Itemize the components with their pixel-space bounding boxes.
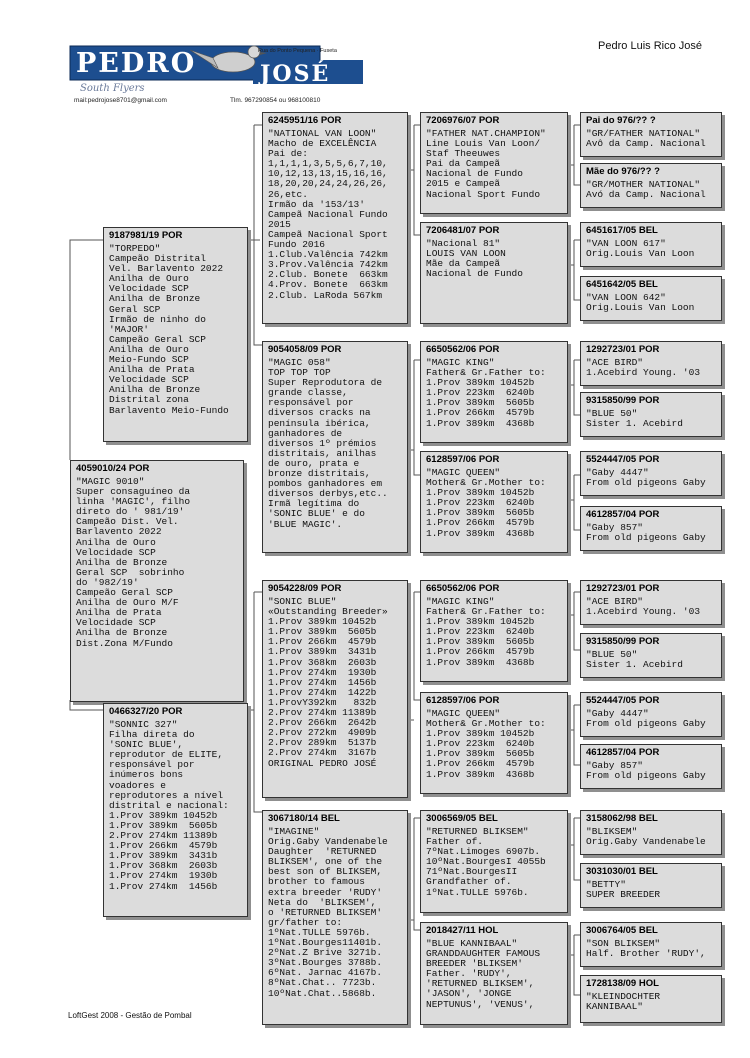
- bird-description: "GR/FATHER NATIONAL" Avô da Camp. Nacional: [586, 128, 706, 150]
- ancestor-card: [580, 744, 722, 789]
- svg-text:Tlm. 967290854 ou 968100810: Tlm. 967290854 ou 968100810: [230, 97, 321, 104]
- bird-description: "BETTY" SUPER BREEDER: [586, 879, 661, 901]
- ancestor-card: [580, 276, 722, 321]
- ring-number: 7206481/07 POR: [426, 225, 500, 236]
- great-grandparent-card: [420, 451, 568, 553]
- ancestor-card: [580, 112, 722, 157]
- ring-number: 5524447/05 POR: [586, 454, 660, 465]
- ring-number: 6451617/05 BEL: [586, 225, 658, 236]
- ring-number: 6128597/06 POR: [426, 695, 500, 706]
- bird-description: "SONNIC 327" Filha direta do 'SONIC BLUE', reprodutor de ELITE, responsável por inúmeros bons voadores e reprodutores a nível distrital e nacional: 1.Prov 389km 10452b 1.Prov 389km 5605b 2.Prov 274km 11389b 1.Prov 266km 4579b 1.Prov 389km 3431b 1.Prov 368km 2603b 1.Prov 274km 1930b 1.Prov 274km 1456b: [109, 719, 229, 892]
- subject-card: [70, 460, 244, 702]
- ancestor-card: [580, 451, 722, 496]
- ring-number: 4059010/24 POR: [76, 463, 150, 474]
- ring-number: 4612857/04 POR: [586, 747, 660, 758]
- great-grandparent-card: [420, 810, 568, 913]
- bird-description: "IMAGINE" Orig.Gaby Vandenabele Daughter 'RETURNED BLIKSEM', one of the best son of BLIKSEM, brother to famous extra breeder 'RUDY' Neta do 'BLIKSEM', o 'RETURNED BLIKSEM' gr/father to: 1ºNat.TULLE 5976b. 1ºNat.Bourges11401b. 2ºNat.Z Brive 3271b. 3ºNat.Bourges 3788b. 6ºNat. Jarnac 4167b. 8ºNat.Chat.. 7723b. 10ºNat.Chat..5868b.: [268, 826, 388, 999]
- ancestor-card: [580, 341, 722, 386]
- great-grandparent-card: [420, 112, 568, 214]
- ring-number: 1292723/01 POR: [586, 344, 660, 355]
- bird-description: "BLUE 50" Sister 1. Acebird: [586, 408, 683, 430]
- bird-description: "ACE BIRD" 1.Acebird Young. '03: [586, 596, 701, 618]
- svg-text:mail:pedrojose8701@gmail.com: mail:pedrojose8701@gmail.com: [74, 97, 167, 104]
- ring-number: 7206976/07 POR: [426, 115, 500, 126]
- ancestor-card: [580, 863, 722, 908]
- ancestor-card: [580, 692, 722, 737]
- ring-number: 6650562/06 POR: [426, 344, 500, 355]
- bird-description: "TORPEDO" Campeão Distrital Vel. Barlavento 2022 Anilha de Ouro Velocidade SCP Anilha de Bronze Geral SCP Irmão de ninho do 'MAJOR' Campeão Geral SCP Anilha de Ouro Meio-Fundo SCP Anilha de Prata Velocidade SCP Anilha de Bronze Distrital zona Barlavento Meio-Fundo: [109, 243, 229, 416]
- svg-text:Rua do Ponto Pequena · Fuseta: Rua do Ponto Pequena · Fuseta: [258, 48, 337, 54]
- grandparent-card: [262, 580, 408, 798]
- svg-text:PEDRO: PEDRO: [76, 48, 197, 79]
- bird-description: "VAN LOON 642" Orig.Louis Van Loon: [586, 292, 695, 314]
- ring-number: 1292723/01 POR: [586, 583, 660, 594]
- bird-description: "VAN LOON 617" Orig.Louis Van Loon: [586, 238, 695, 260]
- ring-number: 0466327/20 POR: [109, 706, 183, 717]
- ring-number: 6128597/06 POR: [426, 454, 500, 465]
- bird-description: "SON BLIKSEM" Half. Brother 'RUDY',: [586, 938, 706, 960]
- ancestor-card: [580, 506, 722, 551]
- ring-number: 3031030/01 BEL: [586, 866, 658, 877]
- ring-number: 9315850/99 POR: [586, 395, 660, 406]
- ring-number: 6451642/05 BEL: [586, 279, 658, 290]
- great-grandparent-card: [420, 580, 568, 682]
- bird-description: "BLIKSEM" Orig.Gaby Vandenabele: [586, 826, 706, 848]
- dam-card: [103, 703, 248, 917]
- ring-number: 9054228/09 POR: [268, 583, 342, 594]
- ring-number: 9315850/99 POR: [586, 636, 660, 647]
- bird-description: "FATHER NAT.CHAMPION" Line Louis Van Loon/ Staf Theeuwes Pai da Campeã Nacional de Fundo 2015 e Campeã Nacional Sport Fundo: [426, 128, 546, 200]
- grandparent-card: [262, 810, 408, 1025]
- grandparent-card: [262, 341, 408, 553]
- ring-number: 4612857/04 POR: [586, 509, 660, 520]
- ring-number: 9187981/19 POR: [109, 230, 183, 241]
- bird-description: "KLEINDOCHTER KANNIBAAL": [586, 991, 661, 1013]
- ring-number: 5524447/05 POR: [586, 695, 660, 706]
- bird-description: "BLUE 50" Sister 1. Acebird: [586, 649, 683, 671]
- ring-number: 2018427/11 HOL: [426, 925, 499, 936]
- ring-number: 3006764/05 BEL: [586, 925, 658, 936]
- ancestor-card: [580, 810, 722, 855]
- bird-description: "NATIONAL VAN LOON" Macho de EXCELÊNCIA Pai de: 1,1,1,1,3,5,5,6,7,10, 10,12,13,13,15,16,16, 18,20,20,24,24,26,26, 26,etc. Irmão da '153/13' Campeã Nacional Fundo 2015 Campeã Nacional Sport Fundo 2016 1.Club.Valência 742km 3.Prov.Valência 742km 2.Club. Bonete 663km 4.Prov. Bonete 663km 2.Club. LaRoda 567km: [268, 128, 388, 301]
- great-grandparent-card: [420, 222, 568, 324]
- bird-description: "Gaby 4447" From old pigeons Gaby: [586, 467, 706, 489]
- ring-number: 1728138/09 HOL: [586, 978, 659, 989]
- ancestor-card: [580, 922, 722, 967]
- bird-description: "MAGIC KING" Father& Gr.Father to: 1.Prov 389km 10452b 1.Prov 223km 6240b 1.Prov 389km 5605b 1.Prov 266km 4579b 1.Prov 389km 4368b: [426, 357, 546, 429]
- bird-description: "SONIC BLUE" «Outstanding Breeder» 1.Prov 389km 10452b 1.Prov 389km 5605b 1.Prov 266km 4579b 1.Prov 389km 3431b 1.Prov 368km 2603b 1.Prov 274km 1930b 1.Prov 274km 1456b 1.Prov 274km 1422b 1.ProvY392km 832b 2.Prov 274km 11389b 2.Prov 266km 2642b 2.Prov 272km 4909b 2.Prov 289km 5137b 2.Prov 274km 3167b ORIGINAL PEDRO JOSÉ: [268, 596, 388, 769]
- ring-number: 6245951/16 POR: [268, 115, 342, 126]
- bird-description: "BLUE KANNIBAAL" GRANDDAUGHTER FAMOUS BREEDER 'BLIKSEM' Father. 'RUDY', 'RETURNED BLIKSEM', 'JASON', 'JONGE NEPTUNUS', 'VENUS',: [426, 938, 541, 1010]
- bird-description: "MAGIC KING" Father& Gr.Father to: 1.Prov 389km 10452b 1.Prov 223km 6240b 1.Prov 389km 5605b 1.Prov 266km 4579b 1.Prov 389km 4368b: [426, 596, 546, 668]
- ring-number: 3067180/14 BEL: [268, 813, 340, 824]
- owner-name: Pedro Luis Rico José: [598, 40, 702, 52]
- ancestor-card: [580, 163, 722, 208]
- svg-text:South Flyers: South Flyers: [80, 83, 145, 94]
- svg-text:JOSÉ: JOSÉ: [260, 61, 331, 87]
- ring-number: 3158062/98 BEL: [586, 813, 658, 824]
- ancestor-card: [580, 580, 722, 625]
- great-grandparent-card: [420, 922, 568, 1025]
- ring-number: 3006569/05 BEL: [426, 813, 498, 824]
- ring-number: 9054058/09 POR: [268, 344, 342, 355]
- bird-description: "GR/MOTHER NATIONAL" Avó da Camp. Nacional: [586, 179, 706, 201]
- ancestor-card: [580, 392, 722, 437]
- footer-credit: LoftGest 2008 - Gestão de Pombal: [68, 1011, 192, 1020]
- bird-description: "MAGIC 058" TOP TOP TOP Super Reprodutora de grande classe, responsável por diversos cracks na península ibérica, ganhadores de diversos 1º prémios distritais, anilhas de ouro, prata e bronze distritais, pombos ganhadores em diversos derbys,etc.. Irmã legítima do 'SONIC BLUE' e do 'BLUE MAGIC'.: [268, 357, 388, 530]
- bird-description: "Gaby 857" From old pigeons Gaby: [586, 760, 706, 782]
- ancestor-card: [580, 222, 722, 267]
- great-grandparent-card: [420, 692, 568, 794]
- ring-number: Pai do 976/?? ?: [586, 115, 656, 126]
- bird-description: "ACE BIRD" 1.Acebird Young. '03: [586, 357, 701, 379]
- great-grandparent-card: [420, 341, 568, 443]
- bird-description: "Gaby 4447" From old pigeons Gaby: [586, 708, 706, 730]
- grandparent-card: [262, 112, 408, 324]
- ancestor-card: [580, 633, 722, 678]
- bird-description: "RETURNED BLIKSEM" Father of. 7ºNat.Limoges 6907b. 10ºNat.BourgesI 4055b 71ºNat.BourgesII Grandfather of. 1ºNat.TULLE 5976b.: [426, 826, 546, 898]
- bird-description: "MAGIC QUEEN" Mother& Gr.Mother to: 1.Prov 389km 10452b 1.Prov 223km 6240b 1.Prov 389km 5605b 1.Prov 266km 4579b 1.Prov 389km 4368b: [426, 467, 546, 539]
- bird-description: "MAGIC QUEEN" Mother& Gr.Mother to: 1.Prov 389km 10452b 1.Prov 223km 6240b 1.Prov 389km 5605b 1.Prov 266km 4579b 1.Prov 389km 4368b: [426, 708, 546, 780]
- ring-number: 6650562/06 POR: [426, 583, 500, 594]
- bird-description: "Nacional 81" LOUIS VAN LOON Mãe da Campeã Nacional de Fundo: [426, 238, 523, 280]
- bird-description: "Gaby 857" From old pigeons Gaby: [586, 522, 706, 544]
- ring-number: Mãe do 976/?? ?: [586, 166, 660, 177]
- ancestor-card: [580, 975, 722, 1023]
- bird-description: "MAGIC 9010" Super consaguíneo da linha 'MAGIC', filho direto do ' 981/19' Campeão Dist. Vel. Barlavento 2022 Anilha de Ouro Velocidade SCP Anilha de Bronze Geral SCP sobrinho do '982/19' Campeão Geral SCP Anilha de Ouro M/F Anilha de Prata Velocidade SCP Anilha de Bronze Dist.Zona M/Fundo: [76, 476, 191, 649]
- sire-card: [103, 227, 248, 442]
